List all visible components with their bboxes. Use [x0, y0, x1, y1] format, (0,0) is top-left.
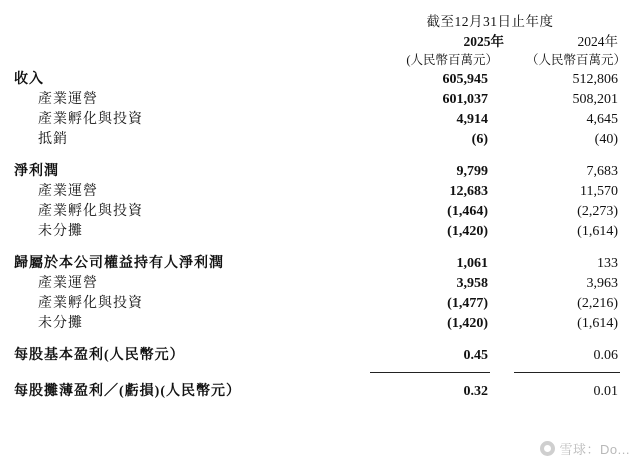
row-value-previous: 512,806 [572, 72, 618, 87]
row-value-previous: (2,273) [577, 204, 618, 219]
row-label: 未分攤 [38, 316, 83, 331]
table-row [14, 312, 626, 332]
row-value-current: (1,420) [447, 316, 488, 331]
financial-summary-table [14, 10, 626, 400]
header-spacer-cell-2 [14, 30, 354, 50]
header-unit-current: (人民幣百萬元） [406, 53, 498, 67]
table-row [14, 108, 626, 128]
table-row [14, 220, 626, 240]
row-value-previous: 3,963 [586, 276, 618, 291]
row-label: 收入 [14, 72, 44, 87]
table-row [14, 272, 626, 292]
table-row [14, 380, 626, 400]
table-row [14, 344, 626, 364]
row-label: 未分攤 [38, 224, 83, 239]
table-header-unit-row [14, 50, 626, 68]
row-value-previous: (40) [594, 132, 618, 147]
table-row [14, 252, 626, 272]
row-value-current: 605,945 [442, 72, 488, 87]
row-value-current: 4,914 [456, 112, 488, 127]
row-value-current: 1,061 [456, 256, 488, 271]
row-label: 每股基本盈利(人民幣元） [14, 348, 185, 363]
row-value-previous: 0.06 [593, 348, 618, 363]
row-label: 淨利潤 [14, 164, 59, 179]
row-value-previous: 508,201 [572, 92, 618, 107]
table-row [14, 292, 626, 312]
table-row [14, 160, 626, 180]
table-row [14, 180, 626, 200]
header-period-label: 截至12月31日止年度 [426, 14, 554, 29]
header-spacer-cell [14, 10, 354, 30]
row-label: 產業運營 [38, 276, 98, 291]
watermark-text: 雪球：Do... [559, 442, 630, 457]
row-value-current: 3,958 [456, 276, 488, 291]
row-label: 產業孵化與投資 [38, 296, 143, 311]
rule-previous [504, 364, 626, 373]
row-value-current: 0.45 [463, 348, 488, 363]
table-header-period-row [14, 10, 626, 30]
row-value-previous: 0.01 [593, 384, 618, 399]
row-label: 產業運營 [38, 92, 98, 107]
row-label: 產業孵化與投資 [38, 112, 143, 127]
row-label: 每股攤薄盈利／(虧損)(人民幣元） [14, 384, 241, 399]
row-value-previous: (1,614) [577, 224, 618, 239]
row-value-current: (6) [471, 132, 488, 147]
xueqiu-logo-icon [540, 441, 555, 456]
row-label: 歸屬於本公司權益持有人淨利潤 [14, 256, 224, 271]
row-spacer [14, 240, 626, 252]
header-spacer-cell-3 [14, 50, 354, 68]
watermark [540, 439, 630, 458]
header-unit-previous: （人民幣百萬元） [525, 53, 626, 67]
row-value-current: (1,464) [447, 204, 488, 219]
table-row [14, 88, 626, 108]
row-value-current: 12,683 [449, 184, 488, 199]
row-value-current: 9,799 [456, 164, 488, 179]
row-value-previous: 7,683 [586, 164, 618, 179]
row-value-previous: (2,216) [577, 296, 618, 311]
row-value-current: 0.32 [463, 384, 488, 399]
row-value-previous: 4,645 [586, 112, 618, 127]
row-spacer [14, 148, 626, 160]
row-label: 抵銷 [38, 132, 68, 147]
rule-spacer [14, 364, 354, 373]
row-value-current: (1,420) [447, 224, 488, 239]
row-value-current: 601,037 [442, 92, 488, 107]
table-row [14, 200, 626, 220]
header-year-previous: 2024年 [577, 34, 618, 49]
rule-current [354, 364, 504, 373]
row-label: 產業運營 [38, 184, 98, 199]
row-value-previous: 11,570 [580, 184, 618, 199]
row-value-current: (1,477) [447, 296, 488, 311]
table-row [14, 68, 626, 88]
row-spacer [14, 373, 626, 380]
row-spacer [14, 332, 626, 344]
table-header-year-row [14, 30, 626, 50]
table-rule-row [14, 364, 626, 373]
row-value-previous: (1,614) [577, 316, 618, 331]
row-label: 產業孵化與投資 [38, 204, 143, 219]
row-value-previous: 133 [597, 256, 618, 271]
header-year-current: 2025年 [463, 34, 504, 49]
table-row [14, 128, 626, 148]
